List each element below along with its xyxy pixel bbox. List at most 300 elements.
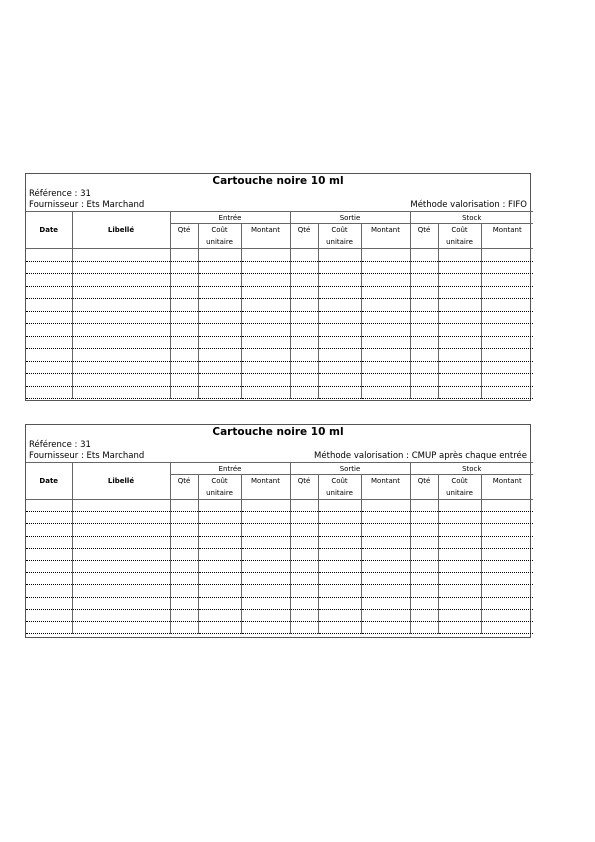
table-cell[interactable] bbox=[26, 361, 72, 374]
table-cell[interactable] bbox=[290, 573, 318, 585]
table-cell[interactable] bbox=[410, 361, 438, 374]
table-cell[interactable] bbox=[290, 311, 318, 324]
table-cell[interactable] bbox=[72, 274, 170, 287]
table-cell[interactable] bbox=[241, 336, 290, 349]
table-cell[interactable] bbox=[481, 512, 533, 524]
table-cell[interactable] bbox=[290, 299, 318, 312]
table-cell[interactable] bbox=[241, 548, 290, 560]
table-cell[interactable] bbox=[26, 524, 72, 536]
table-cell[interactable] bbox=[318, 548, 361, 560]
table-cell[interactable] bbox=[198, 386, 241, 399]
table-cell[interactable] bbox=[361, 299, 410, 312]
table-row bbox=[26, 536, 533, 548]
table-cell[interactable] bbox=[438, 274, 481, 287]
table-cell[interactable] bbox=[438, 573, 481, 585]
table-cell[interactable] bbox=[170, 609, 198, 621]
table-cell[interactable] bbox=[26, 249, 72, 262]
table-cell[interactable] bbox=[361, 585, 410, 597]
table-cell[interactable] bbox=[241, 311, 290, 324]
table-cell[interactable] bbox=[481, 386, 533, 399]
table-cell[interactable] bbox=[72, 548, 170, 560]
table-cell[interactable] bbox=[318, 609, 361, 621]
table-cell[interactable] bbox=[241, 621, 290, 633]
table-cell[interactable] bbox=[26, 597, 72, 609]
table-cell[interactable] bbox=[26, 274, 72, 287]
table-cell[interactable] bbox=[318, 560, 361, 572]
table-cell[interactable] bbox=[241, 536, 290, 548]
table-cell[interactable] bbox=[318, 336, 361, 349]
table-cell[interactable] bbox=[241, 560, 290, 572]
table-cell[interactable] bbox=[26, 311, 72, 324]
table-cell[interactable] bbox=[72, 524, 170, 536]
table-cell[interactable] bbox=[361, 597, 410, 609]
table-cell[interactable] bbox=[290, 621, 318, 633]
sheet-title: Cartouche noire 10 ml bbox=[212, 426, 344, 438]
table-cell[interactable] bbox=[72, 512, 170, 524]
table-cell[interactable] bbox=[170, 374, 198, 387]
col-unit-cost bbox=[198, 475, 241, 500]
table-cell[interactable] bbox=[241, 512, 290, 524]
table-cell[interactable] bbox=[318, 621, 361, 633]
table-cell[interactable] bbox=[481, 361, 533, 374]
table-cell[interactable] bbox=[361, 560, 410, 572]
table-row bbox=[26, 349, 533, 362]
table-cell[interactable] bbox=[361, 336, 410, 349]
table-body bbox=[26, 500, 533, 634]
table-cell[interactable] bbox=[26, 336, 72, 349]
table-cell[interactable] bbox=[481, 286, 533, 299]
table-cell[interactable] bbox=[170, 286, 198, 299]
table-cell[interactable] bbox=[438, 609, 481, 621]
table-cell[interactable] bbox=[26, 621, 72, 633]
table-cell[interactable] bbox=[198, 548, 241, 560]
unit-cost-line1: Coût bbox=[451, 477, 468, 485]
table-cell[interactable] bbox=[198, 560, 241, 572]
table-cell[interactable] bbox=[170, 573, 198, 585]
table-cell[interactable] bbox=[361, 500, 410, 512]
stock-movements-table bbox=[26, 211, 533, 399]
stock-movements-table bbox=[26, 462, 533, 634]
table-cell[interactable] bbox=[481, 374, 533, 387]
table-cell[interactable] bbox=[290, 524, 318, 536]
table-cell[interactable] bbox=[72, 261, 170, 274]
table-cell[interactable] bbox=[318, 361, 361, 374]
table-cell[interactable] bbox=[72, 299, 170, 312]
table-cell[interactable] bbox=[26, 500, 72, 512]
group-sortie: Sortie bbox=[290, 212, 410, 224]
table-cell[interactable] bbox=[410, 386, 438, 399]
table-cell[interactable] bbox=[481, 585, 533, 597]
table-cell[interactable] bbox=[318, 585, 361, 597]
table-cell[interactable] bbox=[318, 324, 361, 337]
table-cell[interactable] bbox=[438, 361, 481, 374]
table-cell[interactable] bbox=[361, 536, 410, 548]
table-cell[interactable] bbox=[170, 274, 198, 287]
table-cell[interactable] bbox=[170, 349, 198, 362]
table-cell[interactable] bbox=[410, 311, 438, 324]
table-cell[interactable] bbox=[26, 609, 72, 621]
table-cell[interactable] bbox=[170, 536, 198, 548]
table-cell[interactable] bbox=[481, 324, 533, 337]
col-unit-cost bbox=[198, 224, 241, 249]
table-cell[interactable] bbox=[170, 249, 198, 262]
table-cell[interactable] bbox=[290, 249, 318, 262]
table-cell[interactable] bbox=[198, 311, 241, 324]
table-cell[interactable] bbox=[438, 560, 481, 572]
table-cell[interactable] bbox=[241, 500, 290, 512]
table-cell[interactable] bbox=[72, 374, 170, 387]
table-cell[interactable] bbox=[290, 560, 318, 572]
stock-card-fifo bbox=[25, 173, 531, 401]
table-cell[interactable] bbox=[26, 560, 72, 572]
table-cell[interactable] bbox=[318, 573, 361, 585]
table-cell[interactable] bbox=[410, 261, 438, 274]
table-cell[interactable] bbox=[318, 512, 361, 524]
table-cell[interactable] bbox=[481, 560, 533, 572]
table-cell[interactable] bbox=[318, 374, 361, 387]
table-cell[interactable] bbox=[410, 524, 438, 536]
table-cell[interactable] bbox=[481, 249, 533, 262]
table-cell[interactable] bbox=[481, 299, 533, 312]
table-cell[interactable] bbox=[410, 560, 438, 572]
table-cell[interactable] bbox=[438, 500, 481, 512]
table-cell[interactable] bbox=[410, 299, 438, 312]
table-cell[interactable] bbox=[438, 374, 481, 387]
unit-cost-line2: unitaire bbox=[326, 238, 353, 246]
table-cell[interactable] bbox=[438, 597, 481, 609]
table-cell[interactable] bbox=[198, 585, 241, 597]
col-unit-cost bbox=[438, 224, 481, 249]
table-cell[interactable] bbox=[361, 621, 410, 633]
table-cell[interactable] bbox=[241, 349, 290, 362]
table-cell[interactable] bbox=[318, 299, 361, 312]
table-cell[interactable] bbox=[198, 324, 241, 337]
table-cell[interactable] bbox=[410, 349, 438, 362]
table-cell[interactable] bbox=[198, 524, 241, 536]
table-cell[interactable] bbox=[361, 261, 410, 274]
table-cell[interactable] bbox=[318, 286, 361, 299]
table-cell[interactable] bbox=[170, 299, 198, 312]
table-cell[interactable] bbox=[26, 349, 72, 362]
table-cell[interactable] bbox=[72, 500, 170, 512]
table-cell[interactable] bbox=[361, 249, 410, 262]
table-cell[interactable] bbox=[170, 500, 198, 512]
table-cell[interactable] bbox=[481, 548, 533, 560]
table-cell[interactable] bbox=[481, 536, 533, 548]
table-cell[interactable] bbox=[361, 324, 410, 337]
table-row bbox=[26, 261, 533, 274]
table-cell[interactable] bbox=[481, 274, 533, 287]
table-cell[interactable] bbox=[410, 609, 438, 621]
table-cell[interactable] bbox=[318, 500, 361, 512]
table-cell[interactable] bbox=[361, 512, 410, 524]
unit-cost-line1: Coût bbox=[331, 477, 348, 485]
table-cell[interactable] bbox=[170, 585, 198, 597]
table-cell[interactable] bbox=[241, 597, 290, 609]
group-stock: Stock bbox=[410, 212, 533, 224]
table-cell[interactable] bbox=[318, 261, 361, 274]
table-row bbox=[26, 621, 533, 633]
table-cell[interactable] bbox=[361, 524, 410, 536]
table-cell[interactable] bbox=[290, 261, 318, 274]
table-cell[interactable] bbox=[318, 249, 361, 262]
table-cell[interactable] bbox=[290, 500, 318, 512]
table-cell[interactable] bbox=[481, 500, 533, 512]
table-cell[interactable] bbox=[170, 548, 198, 560]
table-cell[interactable] bbox=[170, 311, 198, 324]
table-cell[interactable] bbox=[410, 512, 438, 524]
table-cell[interactable] bbox=[438, 286, 481, 299]
table-cell[interactable] bbox=[438, 386, 481, 399]
table-cell[interactable] bbox=[170, 512, 198, 524]
table-cell[interactable] bbox=[72, 585, 170, 597]
col-date: Date bbox=[39, 476, 59, 485]
table-cell[interactable] bbox=[198, 609, 241, 621]
table-cell[interactable] bbox=[290, 274, 318, 287]
table-cell[interactable] bbox=[318, 349, 361, 362]
table-cell[interactable] bbox=[72, 336, 170, 349]
table-cell[interactable] bbox=[290, 336, 318, 349]
table-cell[interactable] bbox=[361, 349, 410, 362]
table-cell[interactable] bbox=[241, 585, 290, 597]
table-cell[interactable] bbox=[361, 311, 410, 324]
table-cell[interactable] bbox=[290, 386, 318, 399]
table-cell[interactable] bbox=[72, 361, 170, 374]
group-stock: Stock bbox=[410, 463, 533, 475]
table-cell[interactable] bbox=[438, 621, 481, 633]
table-cell[interactable] bbox=[290, 324, 318, 337]
table-cell[interactable] bbox=[198, 374, 241, 387]
table-cell[interactable] bbox=[72, 597, 170, 609]
table-cell[interactable] bbox=[241, 386, 290, 399]
table-cell[interactable] bbox=[438, 548, 481, 560]
table-cell[interactable] bbox=[318, 524, 361, 536]
table-cell[interactable] bbox=[72, 324, 170, 337]
table-cell[interactable] bbox=[241, 573, 290, 585]
table-cell[interactable] bbox=[72, 573, 170, 585]
table-cell[interactable] bbox=[72, 349, 170, 362]
table-cell[interactable] bbox=[361, 548, 410, 560]
table-cell[interactable] bbox=[290, 609, 318, 621]
sheet-meta bbox=[26, 189, 530, 211]
table-cell[interactable] bbox=[198, 336, 241, 349]
col-qty: Qté bbox=[410, 224, 438, 249]
table-cell[interactable] bbox=[481, 573, 533, 585]
table-cell[interactable] bbox=[318, 386, 361, 399]
table-cell[interactable] bbox=[198, 349, 241, 362]
table-cell[interactable] bbox=[410, 597, 438, 609]
table-cell[interactable] bbox=[481, 597, 533, 609]
table-cell[interactable] bbox=[26, 585, 72, 597]
table-cell[interactable] bbox=[438, 324, 481, 337]
unit-cost-line1: Coût bbox=[211, 226, 228, 234]
table-cell[interactable] bbox=[198, 274, 241, 287]
table-cell[interactable] bbox=[241, 324, 290, 337]
table-cell[interactable] bbox=[481, 609, 533, 621]
table-cell[interactable] bbox=[410, 500, 438, 512]
table-cell[interactable] bbox=[26, 324, 72, 337]
unit-cost-line2: unitaire bbox=[326, 489, 353, 497]
table-cell[interactable] bbox=[481, 621, 533, 633]
table-cell[interactable] bbox=[241, 609, 290, 621]
valuation-method-text: Méthode valorisation : CMUP après chaque entrée bbox=[314, 451, 527, 461]
table-cell[interactable] bbox=[361, 374, 410, 387]
table-cell[interactable] bbox=[481, 336, 533, 349]
table-cell[interactable] bbox=[170, 261, 198, 274]
table-cell[interactable] bbox=[361, 361, 410, 374]
table-cell[interactable] bbox=[438, 311, 481, 324]
table-cell[interactable] bbox=[26, 261, 72, 274]
table-cell[interactable] bbox=[361, 609, 410, 621]
table-cell[interactable] bbox=[438, 585, 481, 597]
table-cell[interactable] bbox=[410, 374, 438, 387]
table-cell[interactable] bbox=[290, 512, 318, 524]
group-entree: Entrée bbox=[170, 212, 290, 224]
table-cell[interactable] bbox=[26, 299, 72, 312]
col-qty: Qté bbox=[170, 224, 198, 249]
table-cell[interactable] bbox=[438, 261, 481, 274]
table-cell[interactable] bbox=[438, 299, 481, 312]
table-cell[interactable] bbox=[72, 536, 170, 548]
table-cell[interactable] bbox=[26, 548, 72, 560]
table-cell[interactable] bbox=[170, 560, 198, 572]
table-cell[interactable] bbox=[170, 324, 198, 337]
table-cell[interactable] bbox=[410, 286, 438, 299]
table-cell[interactable] bbox=[72, 560, 170, 572]
table-cell[interactable] bbox=[410, 274, 438, 287]
table-cell[interactable] bbox=[290, 536, 318, 548]
unit-cost-line2: unitaire bbox=[446, 238, 473, 246]
table-cell[interactable] bbox=[241, 261, 290, 274]
stock-card-cmup bbox=[25, 424, 531, 638]
reference-text: Référence : 31 bbox=[29, 189, 91, 199]
table-cell[interactable] bbox=[26, 512, 72, 524]
table-cell[interactable] bbox=[170, 361, 198, 374]
table-cell[interactable] bbox=[198, 361, 241, 374]
table-cell[interactable] bbox=[481, 524, 533, 536]
table-cell[interactable] bbox=[318, 536, 361, 548]
table-cell[interactable] bbox=[438, 349, 481, 362]
table-body bbox=[26, 249, 533, 399]
table-row bbox=[26, 524, 533, 536]
table-cell[interactable] bbox=[241, 299, 290, 312]
table-cell[interactable] bbox=[318, 597, 361, 609]
table-cell[interactable] bbox=[72, 386, 170, 399]
group-entree: Entrée bbox=[170, 463, 290, 475]
table-cell[interactable] bbox=[198, 500, 241, 512]
table-cell[interactable] bbox=[438, 536, 481, 548]
table-cell[interactable] bbox=[170, 336, 198, 349]
table-cell[interactable] bbox=[170, 597, 198, 609]
table-cell[interactable] bbox=[290, 597, 318, 609]
table-cell[interactable] bbox=[438, 249, 481, 262]
table-cell[interactable] bbox=[170, 386, 198, 399]
table-cell[interactable] bbox=[410, 336, 438, 349]
col-qty: Qté bbox=[290, 224, 318, 249]
table-cell[interactable] bbox=[290, 361, 318, 374]
table-cell[interactable] bbox=[72, 609, 170, 621]
table-cell[interactable] bbox=[241, 249, 290, 262]
table-row bbox=[26, 374, 533, 387]
table-cell[interactable] bbox=[410, 621, 438, 633]
table-cell[interactable] bbox=[290, 349, 318, 362]
table-cell[interactable] bbox=[481, 261, 533, 274]
table-cell[interactable] bbox=[438, 512, 481, 524]
table-cell[interactable] bbox=[26, 536, 72, 548]
table-cell[interactable] bbox=[290, 585, 318, 597]
table-cell[interactable] bbox=[26, 573, 72, 585]
table-cell[interactable] bbox=[290, 374, 318, 387]
table-cell[interactable] bbox=[410, 585, 438, 597]
table-row bbox=[26, 560, 533, 572]
table-cell[interactable] bbox=[241, 524, 290, 536]
table-cell[interactable] bbox=[318, 274, 361, 287]
table-cell[interactable] bbox=[198, 261, 241, 274]
table-cell[interactable] bbox=[481, 311, 533, 324]
table-cell[interactable] bbox=[26, 386, 72, 399]
col-date: Date bbox=[39, 225, 59, 234]
table-cell[interactable] bbox=[290, 286, 318, 299]
col-label: Libellé bbox=[72, 475, 170, 500]
table-cell[interactable] bbox=[410, 536, 438, 548]
table-cell[interactable] bbox=[410, 573, 438, 585]
table-row bbox=[26, 548, 533, 560]
table-cell[interactable] bbox=[241, 286, 290, 299]
header-blank bbox=[72, 463, 170, 475]
table-cell[interactable] bbox=[198, 597, 241, 609]
table-cell[interactable] bbox=[198, 573, 241, 585]
table-cell[interactable] bbox=[198, 249, 241, 262]
table-cell[interactable] bbox=[26, 374, 72, 387]
table-cell[interactable] bbox=[438, 524, 481, 536]
table-cell[interactable] bbox=[410, 324, 438, 337]
table-cell[interactable] bbox=[26, 286, 72, 299]
table-cell[interactable] bbox=[198, 512, 241, 524]
col-unit-cost bbox=[318, 475, 361, 500]
table-cell[interactable] bbox=[198, 621, 241, 633]
table-cell[interactable] bbox=[241, 374, 290, 387]
table-cell[interactable] bbox=[361, 286, 410, 299]
table-cell[interactable] bbox=[72, 621, 170, 633]
table-cell[interactable] bbox=[361, 573, 410, 585]
table-cell[interactable] bbox=[72, 311, 170, 324]
table-cell[interactable] bbox=[198, 299, 241, 312]
table-cell[interactable] bbox=[72, 286, 170, 299]
table-row bbox=[26, 299, 533, 312]
table-cell[interactable] bbox=[72, 249, 170, 262]
table-cell[interactable] bbox=[318, 311, 361, 324]
table-cell[interactable] bbox=[241, 361, 290, 374]
supplier-text: Fournisseur : Ets Marchand bbox=[29, 451, 145, 461]
table-cell[interactable] bbox=[438, 336, 481, 349]
table-row bbox=[26, 512, 533, 524]
table-cell[interactable] bbox=[290, 548, 318, 560]
table-cell[interactable] bbox=[361, 386, 410, 399]
table-cell[interactable] bbox=[170, 621, 198, 633]
table-cell[interactable] bbox=[170, 524, 198, 536]
table-cell[interactable] bbox=[481, 349, 533, 362]
table-row bbox=[26, 311, 533, 324]
table-cell[interactable] bbox=[410, 249, 438, 262]
table-cell[interactable] bbox=[198, 286, 241, 299]
table-row bbox=[26, 609, 533, 621]
reference-text: Référence : 31 bbox=[29, 440, 91, 450]
table-cell[interactable] bbox=[198, 536, 241, 548]
table-cell[interactable] bbox=[361, 274, 410, 287]
table-cell[interactable] bbox=[241, 274, 290, 287]
table-row bbox=[26, 386, 533, 399]
table-cell[interactable] bbox=[410, 548, 438, 560]
